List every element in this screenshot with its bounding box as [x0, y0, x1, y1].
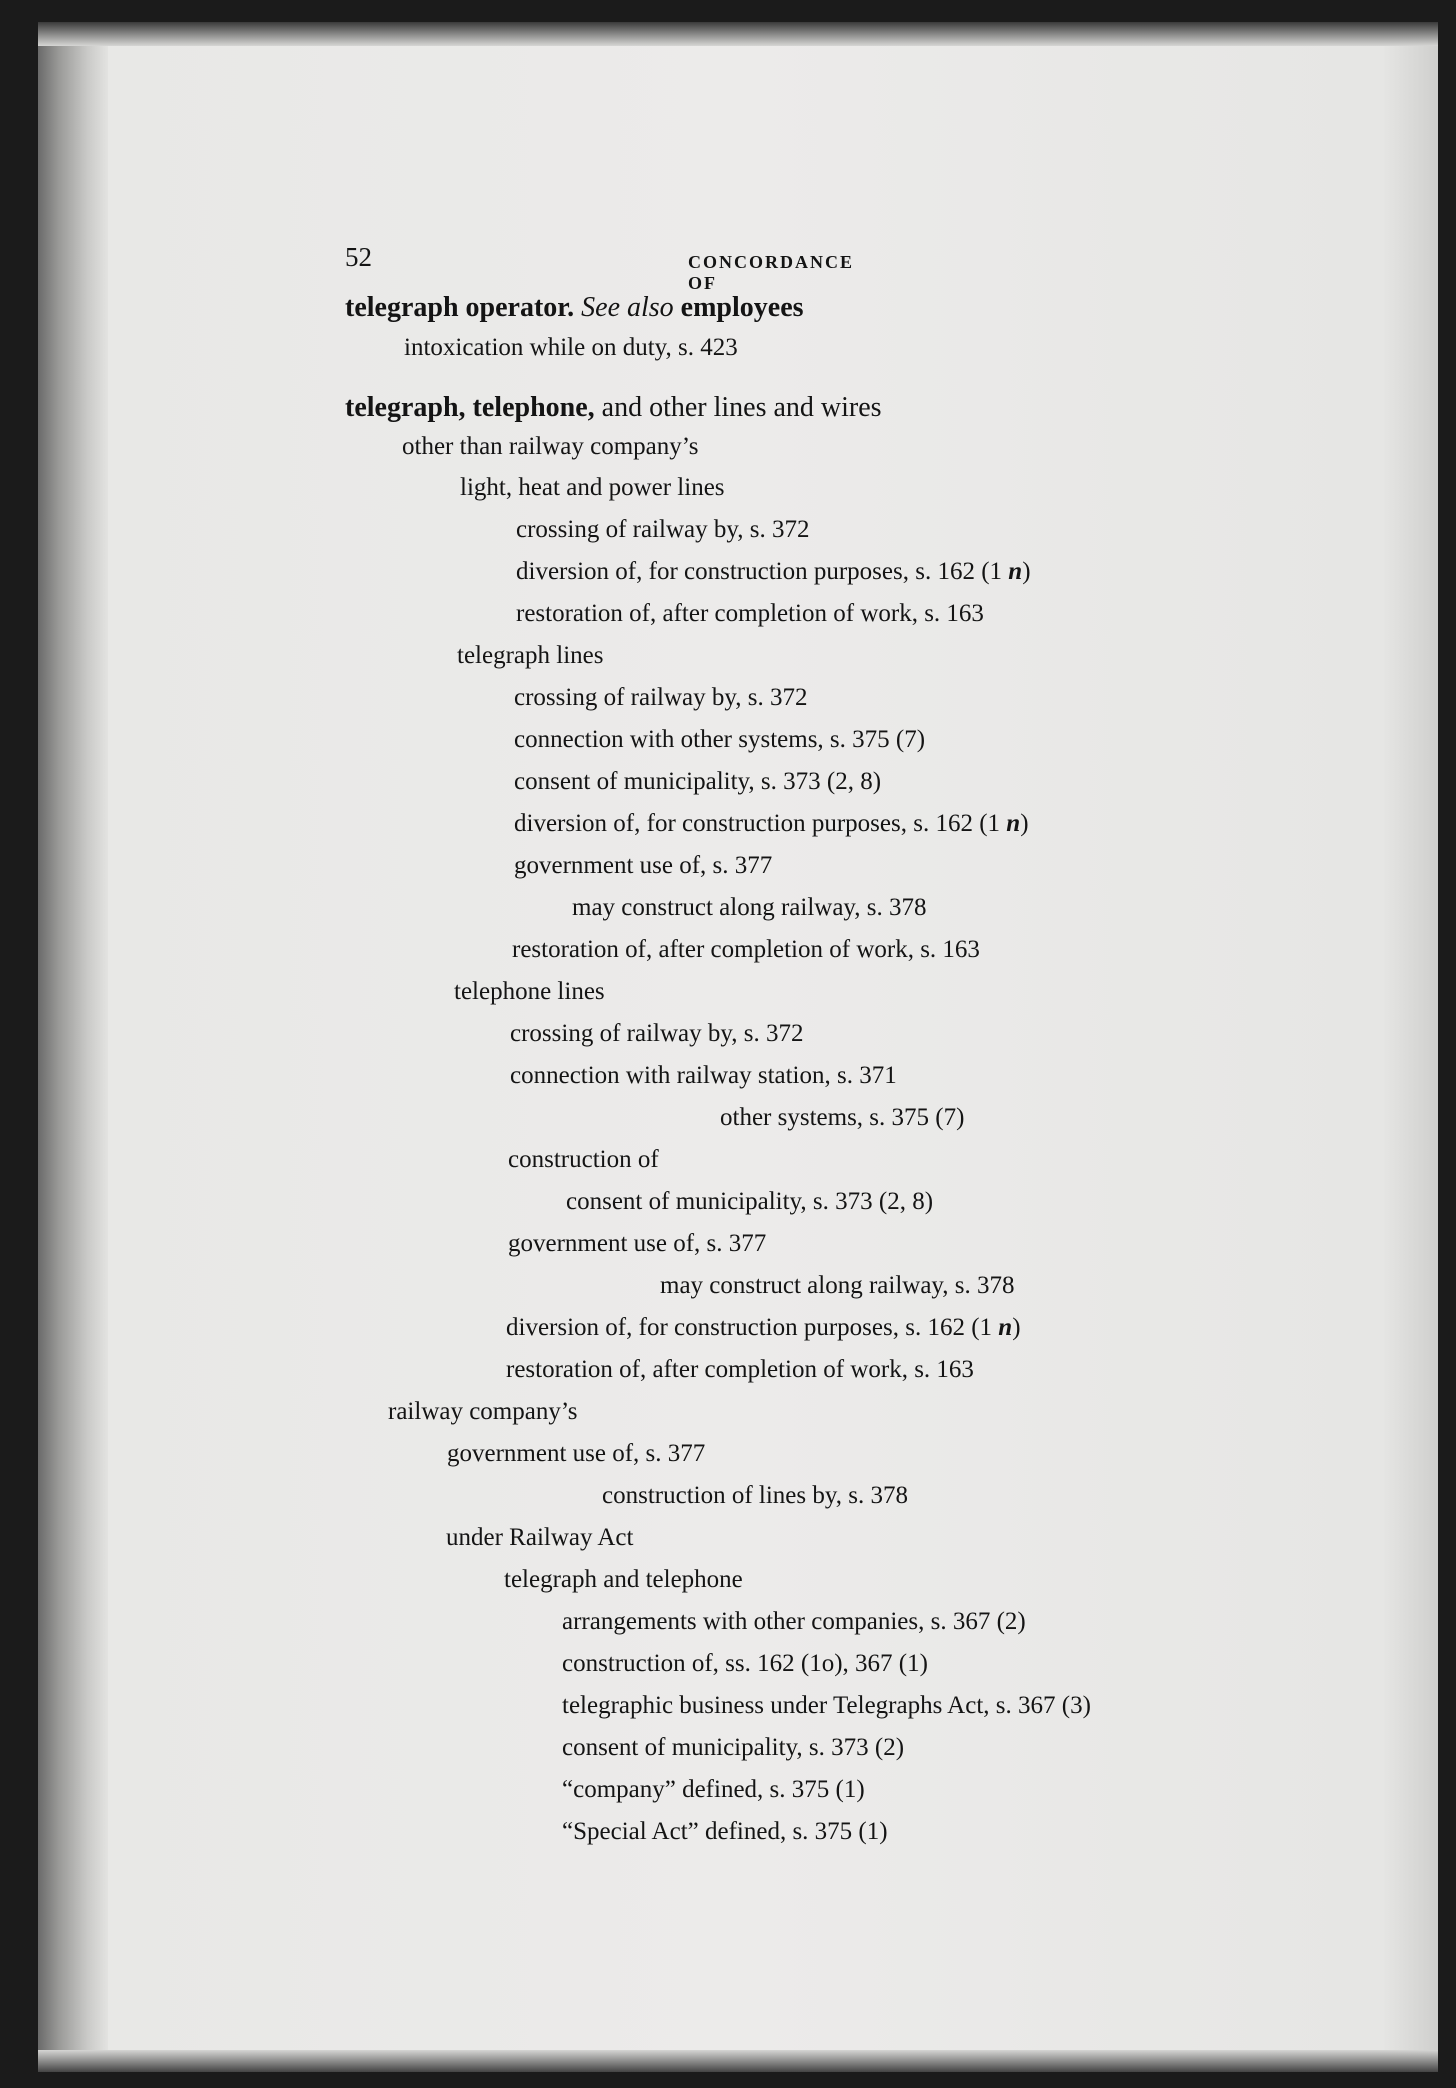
entry-text: restoration of, after completion of work, s. 163	[506, 1356, 974, 1383]
index-entry	[402, 433, 698, 461]
page-top-edge	[38, 22, 1438, 46]
index-entry	[506, 1314, 1021, 1342]
entry-text: telegraph and telephone	[504, 1566, 743, 1593]
entry-text: connection with other systems, s. 375 (7)	[514, 726, 926, 753]
entry-text: telephone lines	[454, 978, 605, 1005]
entry-text: government use of, s. 377	[508, 1230, 767, 1257]
entry-note-marker: n	[1008, 558, 1023, 585]
entry-text: construction of, ss. 162 (1o), 367 (1)	[562, 1650, 928, 1677]
index-entry	[516, 558, 1031, 586]
entry-text: and other lines and wires	[594, 392, 882, 423]
index-entry	[506, 1356, 974, 1384]
index-entry	[510, 1062, 897, 1090]
index-entry	[454, 978, 605, 1006]
index-entry	[660, 1272, 1015, 1300]
index-entry	[514, 726, 925, 754]
book-spine-shadow	[38, 22, 108, 2072]
index-entry	[457, 642, 603, 670]
index-heading: telegraph, telephone,	[345, 392, 595, 423]
entry-text: government use of, s. 377	[447, 1440, 706, 1467]
index-entry	[562, 1776, 865, 1804]
running-head: CONCORDANCE OF	[688, 252, 854, 293]
entry-text: railway company’s	[388, 1398, 578, 1425]
see-also-label: See also	[574, 292, 681, 323]
index-entry	[404, 334, 738, 362]
entry-text: consent of municipality, s. 373 (2)	[562, 1734, 905, 1761]
entry-text: diversion of, for construction purposes, s. 162 (1	[516, 558, 1009, 585]
index-heading: telegraph operator.	[345, 292, 575, 323]
entry-text: arrangements with other companies, s. 367 (2)	[562, 1608, 1026, 1635]
index-entry	[562, 1734, 904, 1762]
index-entry	[572, 894, 927, 922]
entry-text: under Railway Act	[446, 1524, 634, 1551]
entry-text: government use of, s. 377	[514, 852, 773, 879]
entry-text-tail: )	[1022, 558, 1031, 585]
index-entry	[514, 810, 1029, 838]
see-also-target: employees	[680, 292, 804, 323]
entry-text: construction of	[508, 1146, 659, 1173]
entry-text: telegraphic business under Telegraphs Act, s. 367 (3)	[562, 1692, 1091, 1719]
index-entry	[516, 600, 984, 628]
entry-text: consent of municipality, s. 373 (2, 8)	[514, 768, 882, 795]
index-entry	[508, 1230, 766, 1258]
entry-text: restoration of, after completion of work, s. 163	[512, 936, 980, 963]
entry-text: light, heat and power lines	[460, 474, 725, 501]
index-entry	[460, 474, 725, 502]
entry-text: other systems, s. 375 (7)	[720, 1104, 965, 1131]
entry-text: intoxication while on duty, s. 423	[404, 334, 738, 361]
index-entry	[447, 1440, 705, 1468]
index-entry	[720, 1104, 964, 1132]
entry-text: connection with railway station, s. 371	[510, 1062, 897, 1089]
entry-note-marker: n	[1006, 810, 1021, 837]
index-entry	[602, 1482, 908, 1510]
page-bottom-edge	[38, 2050, 1438, 2072]
entry-text: diversion of, for construction purposes, s. 162 (1	[514, 810, 1007, 837]
index-entry	[562, 1608, 1026, 1636]
entry-text: telegraph lines	[457, 642, 604, 669]
entry-text: “Special Act” defined, s. 375 (1)	[562, 1818, 888, 1845]
index-entry	[514, 768, 881, 796]
index-entry	[514, 852, 772, 880]
entry-text-tail: )	[1012, 1314, 1021, 1341]
entry-text: crossing of railway by, s. 372	[514, 684, 808, 711]
page-number: 52	[345, 242, 372, 272]
entry-text: diversion of, for construction purposes, s. 162 (1	[506, 1314, 999, 1341]
entry-note-marker: n	[998, 1314, 1013, 1341]
entry-text: consent of municipality, s. 373 (2, 8)	[566, 1188, 934, 1215]
index-entry	[508, 1146, 659, 1174]
index-entry	[516, 516, 809, 544]
index-entry	[345, 292, 804, 324]
entry-text-tail: )	[1020, 810, 1029, 837]
entry-text: restoration of, after completion of work, s. 163	[516, 600, 984, 627]
index-entry	[566, 1188, 933, 1216]
index-entry	[446, 1524, 633, 1552]
index-entry	[514, 684, 807, 712]
index-entry	[510, 1020, 803, 1048]
index-entry	[345, 392, 882, 424]
index-entry	[562, 1650, 928, 1678]
entry-text: construction of lines by, s. 378	[602, 1482, 908, 1509]
entry-text: may construct along railway, s. 378	[572, 894, 927, 921]
entry-text: crossing of railway by, s. 372	[516, 516, 810, 543]
entry-text: crossing of railway by, s. 372	[510, 1020, 804, 1047]
index-entry	[562, 1692, 1091, 1720]
entry-text: “company” defined, s. 375 (1)	[562, 1776, 865, 1803]
index-entry	[562, 1818, 888, 1846]
entry-text: other than railway company’s	[402, 433, 699, 460]
index-entry	[388, 1398, 578, 1426]
index-entry	[512, 936, 980, 964]
index-entry	[504, 1566, 743, 1594]
entry-text: may construct along railway, s. 378	[660, 1272, 1015, 1299]
